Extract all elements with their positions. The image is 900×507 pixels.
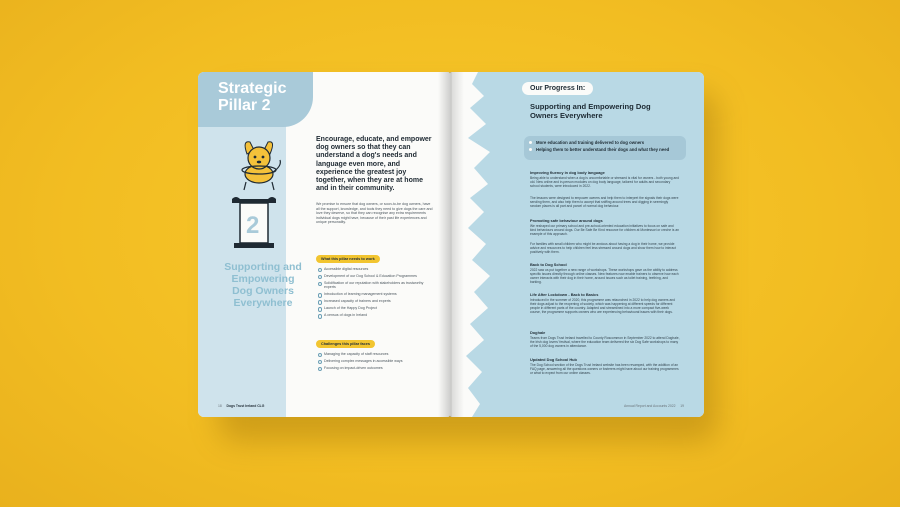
- section-text: Being able to understand when a dog is uncomfortable or stressed is vital for owners - both young and old. New online and in-person modules on dog body language, tailored for adults and secondary school students, were introduced in 2022.: [530, 176, 679, 189]
- pillar-number: 2: [246, 212, 260, 239]
- section-text: We reshaped our primary school and pre-school-oriented education initiatives to focus on safe and kind behaviours around dogs. Our Be Safe Be Kind resource for children at Montessori or creche is an example of this approach.: [530, 224, 679, 237]
- list-item: Introduction of learning management systems: [318, 292, 433, 296]
- aims-list: [318, 267, 433, 320]
- list-item: Accessible digital resources: [318, 267, 433, 271]
- bullet-icon: [529, 148, 532, 151]
- body-paragraph: We promise to ensure that dog owners, or soon-to-be dog owners, have all the support, knowledge, and tools they need to give dogs the care and love they deserve, so that they can recognise any extra requirements individual dogs might have, because of their past life experiences and unique personality.: [316, 202, 433, 225]
- section-heading: Back to Dog School: [530, 262, 567, 267]
- callout-box: [524, 136, 686, 160]
- list-item: Managing the capacity of staff resources: [318, 352, 433, 356]
- section-heading: Promoting safe behaviour around dogs: [530, 218, 603, 223]
- dog-illustration: [232, 134, 286, 196]
- book-gutter: [438, 72, 464, 417]
- section-text: Teams from Dogs Trust Ireland travelled to County Roscommon in September 2022 to attend Doghale, the Irish dog lovers' festival, where the education team delivered the six Dog Safe workshops to many of the 5,000 dog owners in attendance.: [530, 336, 680, 349]
- callout-line: Helping them to better understand their dogs and what they need: [536, 147, 670, 152]
- list-item: A census of dogs in Ireland: [318, 313, 433, 317]
- list-item: Launch of the Happy Dog Project: [318, 306, 433, 310]
- section-heading: Life After Lockdown - Back to Basics: [530, 292, 599, 297]
- challenges-list: [318, 352, 433, 373]
- list-item: Delivering complex messages in accessible ways: [318, 359, 433, 363]
- section-heading: Doghale: [530, 330, 546, 335]
- challenges-label: Challenges this pillar faces: [316, 340, 375, 348]
- progress-title: Supporting and Empowering Dog Owners Everywhere: [530, 102, 651, 120]
- page-number: 19: [680, 404, 684, 408]
- section-text: The Dog School section of the Dogs Trust Ireland website has been revamped, with the addition of an FAQ page, answering all the questions owners or fosterers might have about our training programmes or what to expect from our online classes.: [530, 363, 679, 376]
- lead-paragraph: Encourage, educate, and empower dog owners so that they can understand a dog's needs and language even more, and experience the greatest joy together, when they are at home and in their community.: [316, 136, 432, 193]
- pillar-header: [198, 72, 313, 127]
- section-text: For families with small children who might be anxious about having a dog in their home, we provide advice and resources to help children feel less stressed around dogs and show them how to interact positively with them.: [530, 242, 676, 255]
- section-text: The lessons were designed to empower owners and help them to interpret the signals their dogs were sending them, and also help them to accept that sniffing around trees and digging in seemingly random places is all part and parcel of normal dog behaviour.: [530, 196, 679, 209]
- callout-line: More education and training delivered to dog owners: [536, 140, 645, 145]
- list-item: Focusing on impact-driven outcomes: [318, 366, 433, 370]
- section-title: Supporting and Empowering Dog Owners Everywhere: [224, 261, 302, 309]
- left-page: [198, 72, 450, 417]
- progress-label: Our Progress In:: [522, 82, 593, 95]
- list-item: Solidification of our reputation with stakeholders as trustworthy experts: [318, 281, 433, 290]
- footer-org: Dogs Trust Ireland CLG: [226, 404, 265, 408]
- list-item: Development of our Dog School & Education Programmes: [318, 274, 433, 278]
- section-heading: Updated Dog School Hub: [530, 357, 577, 362]
- section-heading: Improving fluency in dog body language: [530, 170, 605, 175]
- left-footer: [218, 404, 264, 408]
- footer-label: Annual Report and Accounts 2022: [624, 404, 676, 408]
- right-footer: [624, 404, 684, 408]
- aims-label: What this pillar needs to work: [316, 255, 380, 263]
- page-number: 18: [218, 404, 222, 408]
- bullet-icon: [529, 141, 532, 144]
- section-text: Introduced in the summer of 2020, this programme was relaunched in 2022 to help dog owners and their dogs adjust to the reopening of society, which was happening at different speeds for different people in different parts of the country. Adapted and streamlined into a more compact five-week course, the programme supports owners who are experiencing behavioural issues with their dogs.: [530, 298, 675, 315]
- list-item: Increased capacity of trainers and experts: [318, 299, 433, 303]
- pillar-label: Strategic Pillar 2: [218, 80, 287, 114]
- section-text: 2022 saw us put together a new range of workshops. These workshops gave us the ability to address specific issues directly through online classes. New features now enable trainers to observe how each owner interacts with their dog in their home, around issues such as toilet training, teething, and barking.: [530, 268, 679, 285]
- right-page: [450, 72, 704, 417]
